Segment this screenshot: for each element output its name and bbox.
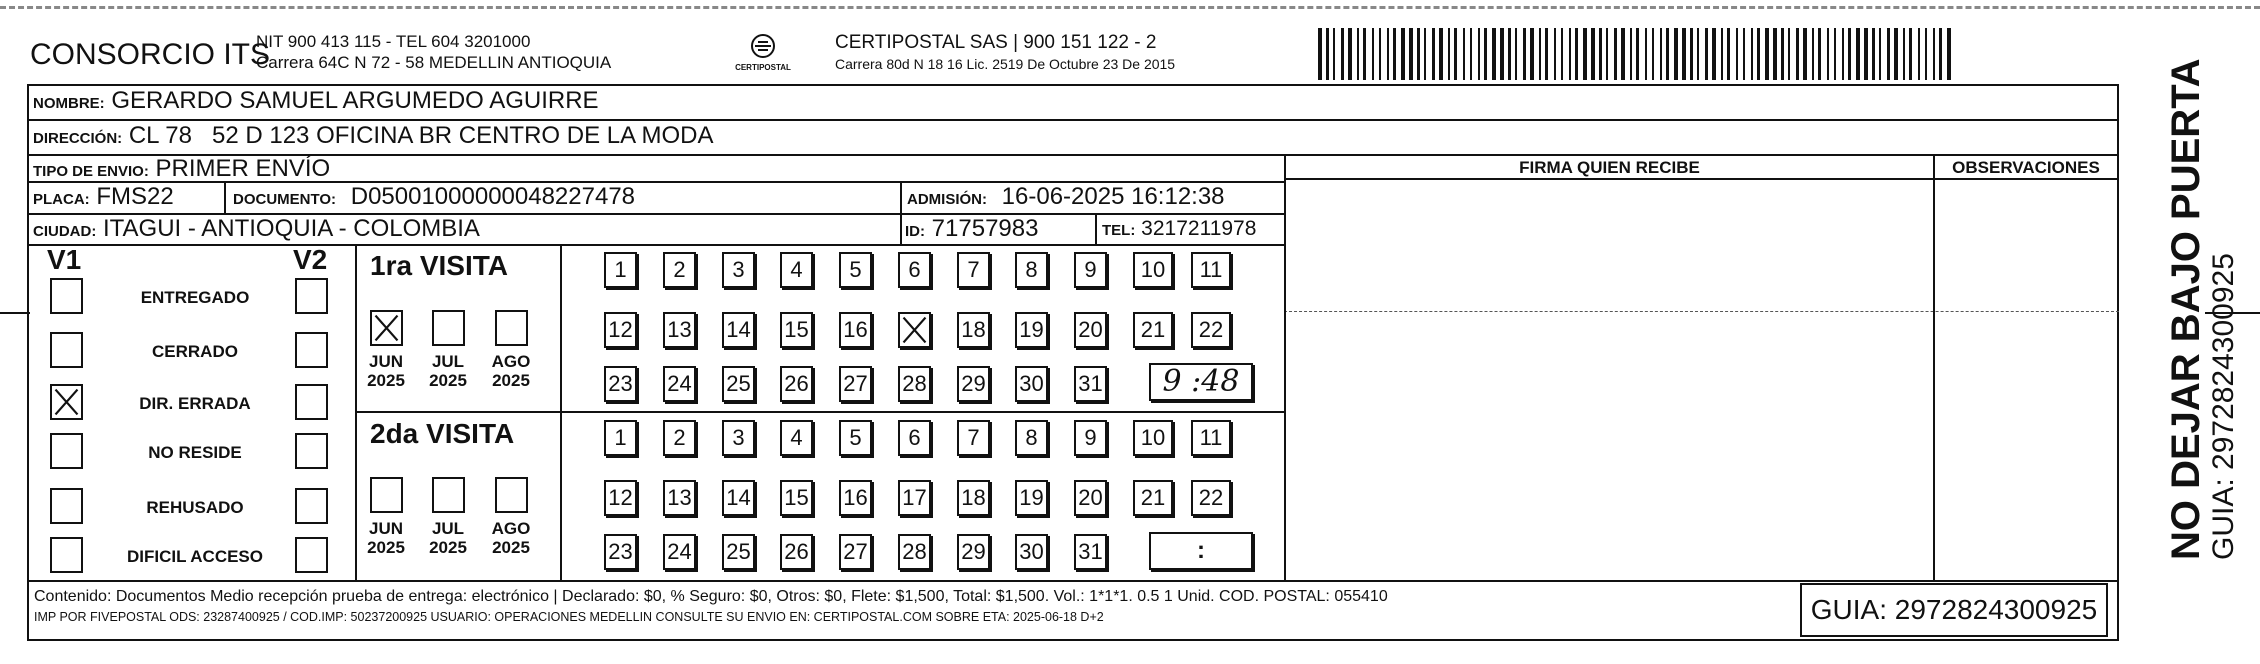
ciudad-label: CIUDAD:: [33, 223, 97, 240]
first-visit-day-21[interactable]: 21: [1133, 312, 1173, 348]
barcode-bar: [1393, 28, 1396, 80]
barcode-bar: [1470, 28, 1472, 80]
placa-label: PLACA:: [33, 191, 90, 208]
second-visit-day-27[interactable]: 27: [839, 534, 872, 570]
documento-value: D05001000000048227478: [350, 183, 636, 210]
second-visit-day-20[interactable]: 20: [1074, 480, 1107, 516]
first-visit-day-31[interactable]: 31: [1074, 366, 1107, 402]
month-name: AGO: [491, 352, 531, 371]
first-visit-day-3[interactable]: 3: [722, 252, 755, 288]
first-visit-day-15[interactable]: 15: [780, 312, 813, 348]
first-visit-day-4[interactable]: 4: [780, 252, 813, 288]
ciudad-row: [33, 215, 480, 243]
side-warning-text: NO DEJAR BAJO PUERTA: [2164, 58, 2208, 560]
second-visit-month-label-jul: [422, 519, 474, 557]
status-label-dificil-acceso: DIFICIL ACCESO: [126, 547, 263, 566]
barcode-bar: [1947, 28, 1951, 80]
barcode-bar: [1401, 28, 1405, 80]
direccion-row: [33, 122, 713, 150]
second-visit-day-15[interactable]: 15: [780, 480, 813, 516]
month-year: 2025: [429, 371, 467, 390]
barcode-bar: [1463, 28, 1465, 80]
barcode-bar: [1333, 28, 1335, 80]
placa-row: [33, 183, 174, 211]
first-visit-day-19[interactable]: 19: [1015, 312, 1048, 348]
month-year: 2025: [429, 538, 467, 557]
barcode-bar: [1652, 28, 1654, 80]
first-visit-day-20[interactable]: 20: [1074, 312, 1107, 348]
barcode-bar: [1583, 28, 1587, 80]
barcode-bar: [1872, 28, 1875, 80]
second-visit-time-box[interactable]: [1149, 532, 1253, 570]
barcode-bar: [1803, 28, 1807, 80]
barcode-bar: [1751, 28, 1753, 80]
footer-print-info: IMP POR FIVEPOSTAL ODS: 23287400925 / COD.IMP: 50237200925 USUARIO: OPERACIONES MEDELLIN CONSULTE SU ENVIO EN: CERTIPOSTAL.COM SOBRE ETA: 2025-06-18 D+2: [34, 610, 1104, 624]
first-visit-day-6[interactable]: 6: [898, 252, 931, 288]
first-visit-day-2[interactable]: 2: [663, 252, 696, 288]
first-visit-title: 1ra VISITA: [370, 250, 508, 281]
barcode-bar: [1918, 28, 1920, 80]
second-visit-day-14[interactable]: 14: [722, 480, 755, 516]
month-name: JUL: [431, 352, 465, 371]
barcode-bar: [1439, 28, 1443, 80]
side-cut-line-left: [0, 312, 30, 314]
v1-checkbox-rehusado[interactable]: [50, 488, 83, 524]
barcode-bar: [1705, 28, 1708, 80]
tel-value: 3217211978: [1141, 217, 1257, 240]
v2-label: V2: [293, 244, 328, 275]
month-name: JUL: [431, 519, 465, 538]
barcode-bar: [1879, 28, 1881, 80]
status-label-no-reside: NO RESIDE: [148, 443, 242, 462]
company-address: Carrera 64C N 72 - 58 MEDELLIN ANTIOQUIA: [256, 53, 612, 72]
barcode-bar: [1454, 28, 1457, 80]
second-visit-day-23[interactable]: 23: [604, 534, 637, 570]
nombre-row: [33, 87, 599, 115]
tel-label: TEL:: [1102, 222, 1136, 239]
second-visit-day-29[interactable]: 29: [957, 534, 990, 570]
first-visit-day-1[interactable]: 1: [604, 252, 637, 288]
first-visit-day-25[interactable]: 25: [722, 366, 755, 402]
first-visit-time: 9 :48: [1162, 364, 1240, 399]
direccion-value: CL 78 52 D 123 OFICINA BR CENTRO DE LA MODA: [128, 122, 714, 149]
month-year: 2025: [367, 538, 405, 557]
first-visit-day-29[interactable]: 29: [957, 366, 990, 402]
second-visit-day-8[interactable]: 8: [1015, 420, 1048, 456]
admision-label: ADMISIÓN:: [907, 191, 987, 208]
second-visit-month-label-jun: [360, 519, 412, 557]
second-visit-month-jul[interactable]: [432, 477, 465, 513]
v2-checkbox-cerrado[interactable]: [295, 332, 328, 368]
barcode-bar: [1539, 28, 1541, 80]
barcode-bar: [1773, 28, 1777, 80]
second-visit-day-24[interactable]: 24: [663, 534, 696, 570]
first-visit-day-16[interactable]: 16: [839, 312, 872, 348]
barcode-bar: [1508, 28, 1511, 80]
second-visit-day-16[interactable]: 16: [839, 480, 872, 516]
first-visit-month-label-jul: [422, 352, 474, 390]
v1-checkbox-entregado[interactable]: [50, 278, 83, 314]
barcode-bar: [1614, 28, 1617, 80]
documento-row: [233, 183, 635, 211]
barcode-bar: [1432, 28, 1435, 80]
second-visit-month-ago[interactable]: [495, 477, 528, 513]
second-visit-title: 2da VISITA: [370, 418, 515, 449]
tipo-label: TIPO DE ENVIO:: [33, 163, 149, 180]
second-visit-day-2[interactable]: 2: [663, 420, 696, 456]
first-visit-day-7[interactable]: 7: [957, 252, 990, 288]
direccion-label: DIRECCIÓN:: [33, 130, 123, 147]
barcode-bar: [1387, 28, 1389, 80]
month-year: 2025: [492, 371, 530, 390]
barcode-bar: [1492, 28, 1496, 80]
v1-checkbox-cerrado[interactable]: [50, 332, 83, 368]
barcode-bar: [1697, 28, 1699, 80]
first-visit-day-26[interactable]: 26: [780, 366, 813, 402]
v2-checkbox-entregado[interactable]: [295, 278, 328, 314]
barcode-bar: [1478, 28, 1480, 80]
second-visit-day-19[interactable]: 19: [1015, 480, 1048, 516]
barcode-bar: [1515, 28, 1517, 80]
second-visit-day-5[interactable]: 5: [839, 420, 872, 456]
second-visit-day-6[interactable]: 6: [898, 420, 931, 456]
company-nit: NIT 900 413 115 - TEL 604 3201000: [256, 32, 531, 51]
tipo-row: [33, 155, 330, 183]
barcode-bar: [1925, 28, 1927, 80]
certipostal-logo: [728, 30, 798, 78]
first-visit-day-27[interactable]: 27: [839, 366, 872, 402]
barcode-bar: [1348, 28, 1352, 80]
barcode-bar: [1554, 28, 1556, 80]
first-visit-day-18[interactable]: 18: [957, 312, 990, 348]
first-visit-day-12[interactable]: 12: [604, 312, 637, 348]
barcode-bar: [1848, 28, 1851, 80]
second-visit-day-13[interactable]: 13: [663, 480, 696, 516]
barcode-bar: [1765, 28, 1769, 80]
status-label-dir-errada: DIR. ERRADA: [139, 394, 251, 413]
second-visit-day-21[interactable]: 21: [1133, 480, 1173, 516]
first-visit-day-17[interactable]: [898, 312, 931, 348]
first-visit-time-box[interactable]: [1149, 363, 1253, 401]
barcode-bar: [1818, 28, 1821, 80]
barcode-bar: [1796, 28, 1799, 80]
documento-label: DOCUMENTO:: [233, 191, 337, 208]
v1-checkbox-dificil-acceso[interactable]: [50, 537, 83, 573]
barcode-bar: [1409, 28, 1413, 80]
barcode-bar: [1523, 28, 1526, 80]
ciudad-value: ITAGUI - ANTIOQUIA - COLOMBIA: [103, 215, 480, 242]
barcode-bar: [1743, 28, 1745, 80]
second-visit-day-25[interactable]: 25: [722, 534, 755, 570]
barcode-bar: [1909, 28, 1912, 80]
second-visit-month-label-ago: [485, 519, 537, 557]
barcode-bar: [1842, 28, 1844, 80]
nombre-value: GERARDO SAMUEL ARGUMEDO AGUIRRE: [111, 87, 599, 114]
first-visit-day-30[interactable]: 30: [1015, 366, 1048, 402]
barcode-bar: [1530, 28, 1534, 80]
status-label-cerrado: CERRADO: [152, 342, 238, 361]
barcode-bar: [1712, 28, 1716, 80]
first-visit-month-jun[interactable]: [370, 310, 403, 346]
month-name: JUN: [368, 352, 403, 371]
first-visit-month-label-jun: [360, 352, 412, 390]
first-visit-day-8[interactable]: 8: [1015, 252, 1048, 288]
barcode-bar: [1834, 28, 1836, 80]
second-visit-day-18[interactable]: 18: [957, 480, 990, 516]
v1-checkbox-dir-errada[interactable]: [50, 384, 83, 420]
admision-row: [907, 183, 1225, 211]
barcode-bar: [1363, 28, 1366, 80]
barcode-bar: [1827, 28, 1829, 80]
barcode-bar: [1812, 28, 1814, 80]
tel-row: [1102, 217, 1256, 241]
second-visit-day-11[interactable]: 11: [1191, 420, 1231, 456]
month-name: AGO: [491, 519, 531, 538]
first-visit-day-10[interactable]: 10: [1133, 252, 1173, 288]
second-visit-day-10[interactable]: 10: [1133, 420, 1173, 456]
top-cut-line: [0, 6, 2260, 9]
second-visit-day-17[interactable]: 17: [898, 480, 931, 516]
barcode-bar: [1674, 28, 1678, 80]
status-label-rehusado: REHUSADO: [146, 498, 244, 517]
barcode-bar: [1887, 28, 1890, 80]
company-name: CONSORCIO ITS: [30, 38, 271, 71]
first-visit-month-jul[interactable]: [432, 310, 465, 346]
v2-checkbox-dir-errada[interactable]: [295, 384, 328, 420]
barcode-bar: [1933, 28, 1935, 80]
second-visit-day-28[interactable]: 28: [898, 534, 931, 570]
v1-checkbox-no-reside[interactable]: [50, 433, 83, 469]
side-guia-text: GUIA: 2972824300925: [2207, 253, 2240, 560]
barcode-bar: [1357, 28, 1359, 80]
first-visit-day-5[interactable]: 5: [839, 252, 872, 288]
barcode-bar: [1788, 28, 1790, 80]
logo-caption: CERTIPOSTAL: [735, 63, 791, 72]
barcode-bar: [1666, 28, 1669, 80]
footer-contents: Contenido: Documentos Medio recepción prueba de entrega: electrónico | Declarado: $0, % Seguro: $0, Otros: $0, Flete: $1,500, Total: $1,500. Vol.: 1*1*1. 0.5 1 Unid. COD. POSTAL: 055410: [34, 588, 1388, 605]
barcode-bar: [1856, 28, 1860, 80]
barcode-bar: [1606, 28, 1608, 80]
side-warning: [2165, 58, 2241, 560]
id-row: [905, 215, 1038, 243]
barcode-bar: [1545, 28, 1548, 80]
barcode-bar: [1500, 28, 1504, 80]
second-visit-day-1[interactable]: 1: [604, 420, 637, 456]
barcode-bar: [1341, 28, 1344, 80]
barcode-bar: [1621, 28, 1625, 80]
first-visit-day-14[interactable]: 14: [722, 312, 755, 348]
month-year: 2025: [367, 371, 405, 390]
barcode-bar: [1561, 28, 1563, 80]
barcode-bar: [1424, 28, 1426, 80]
barcode-bar: [1721, 28, 1723, 80]
barcode-bar: [1599, 28, 1602, 80]
v2-checkbox-dificil-acceso[interactable]: [295, 537, 328, 573]
first-visit-month-ago[interactable]: [495, 310, 528, 346]
second-visit-month-jun[interactable]: [370, 477, 403, 513]
second-visit-day-9[interactable]: 9: [1074, 420, 1107, 456]
barcode-bar: [1318, 28, 1322, 80]
barcode-bar: [1484, 28, 1487, 80]
barcode-bar: [1379, 28, 1381, 80]
barcode-bar: [1682, 28, 1686, 80]
barcode-bar: [1645, 28, 1647, 80]
first-visit-day-22[interactable]: 22: [1191, 312, 1231, 348]
observaciones-header: OBSERVACIONES: [1952, 158, 2100, 177]
v2-checkbox-rehusado[interactable]: [295, 488, 328, 524]
first-visit-day-13[interactable]: 13: [663, 312, 696, 348]
second-visit-day-12[interactable]: 12: [604, 480, 637, 516]
barcode-bar: [1591, 28, 1595, 80]
month-name: JUN: [368, 519, 403, 538]
barcode-bar: [1939, 28, 1942, 80]
status-label-entregado: ENTREGADO: [140, 288, 250, 307]
tipo-value: PRIMER ENVÍO: [155, 155, 331, 182]
barcode-bar: [1417, 28, 1420, 80]
courier-address: Carrera 80d N 18 16 Lic. 2519 De Octubre 23 De 2015: [835, 56, 1176, 72]
first-visit-day-28[interactable]: 28: [898, 366, 931, 402]
barcode-bar: [1903, 28, 1905, 80]
barcode-bar: [1448, 28, 1450, 80]
nombre-label: NOMBRE:: [33, 95, 105, 112]
second-visit-day-22[interactable]: 22: [1191, 480, 1231, 516]
barcode-bar: [1326, 28, 1329, 80]
first-visit-month-label-ago: [485, 352, 537, 390]
second-visit-day-26[interactable]: 26: [780, 534, 813, 570]
second-visit-day-30[interactable]: 30: [1015, 534, 1048, 570]
barcode-bar: [1636, 28, 1639, 80]
second-visit-time: :: [1197, 537, 1205, 564]
barcode-bar: [1660, 28, 1662, 80]
placa-value: FMS22: [96, 183, 174, 210]
second-visit-day-3[interactable]: 3: [722, 420, 755, 456]
barcode-bar: [1575, 28, 1578, 80]
guia-box: GUIA: 2972824300925: [1800, 583, 2108, 637]
v1-label: V1: [47, 244, 82, 275]
barcode-bar: [1757, 28, 1760, 80]
barcode: [1318, 28, 1958, 80]
first-visit-day-9[interactable]: 9: [1074, 252, 1107, 288]
v2-checkbox-no-reside[interactable]: [295, 433, 328, 469]
admision-value: 16-06-2025 16:12:38: [1001, 183, 1225, 210]
barcode-bar: [1727, 28, 1730, 80]
id-label: ID:: [905, 223, 925, 240]
second-visit-day-4[interactable]: 4: [780, 420, 813, 456]
barcode-bar: [1736, 28, 1738, 80]
second-visit-day-7[interactable]: 7: [957, 420, 990, 456]
barcode-bar: [1569, 28, 1571, 80]
second-visit-day-31[interactable]: 31: [1074, 534, 1107, 570]
barcode-bar: [1864, 28, 1868, 80]
month-year: 2025: [492, 538, 530, 557]
barcode-bar: [1630, 28, 1632, 80]
barcode-bar: [1781, 28, 1784, 80]
id-value: 71757983: [931, 215, 1039, 242]
first-visit-day-23[interactable]: 23: [604, 366, 637, 402]
first-visit-day-24[interactable]: 24: [663, 366, 696, 402]
courier-name: CERTIPOSTAL SAS | 900 151 122 - 2: [835, 32, 1157, 53]
firma-header: FIRMA QUIEN RECIBE: [1519, 158, 1700, 177]
barcode-bar: [1690, 28, 1693, 80]
first-visit-day-11[interactable]: 11: [1191, 252, 1231, 288]
barcode-bar: [1372, 28, 1374, 80]
barcode-bar: [1894, 28, 1898, 80]
